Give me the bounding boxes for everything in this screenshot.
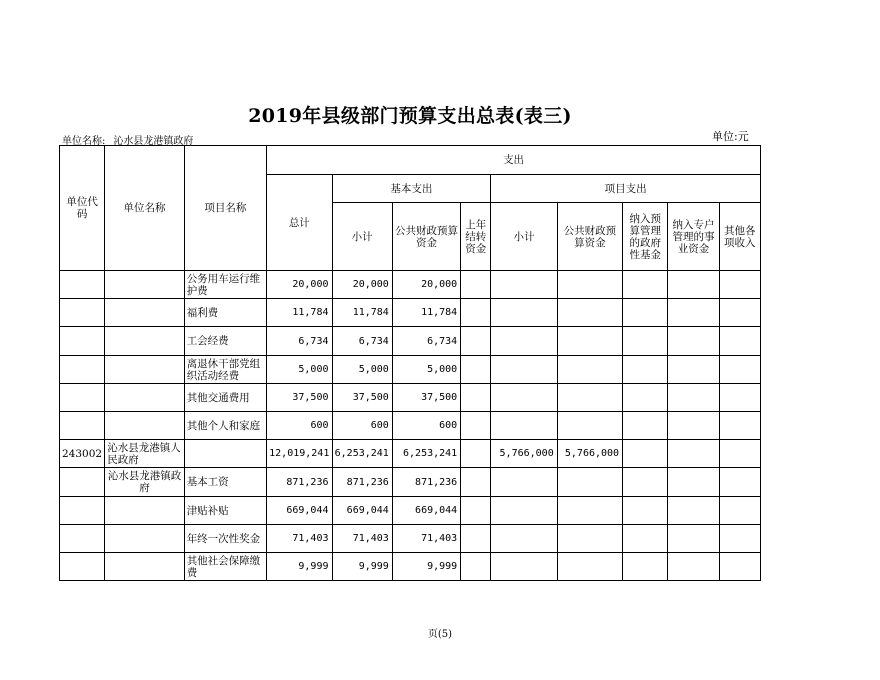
project-subtotal-cell [491,384,557,412]
project-special-cell [668,384,719,412]
project-public-cell [557,468,622,497]
unit-name-cell [105,497,184,525]
basic-subtotal-cell: 669,044 [332,497,392,525]
project-gov-fund-cell [623,384,668,412]
item-name-cell: 公务用车运行维护费 [184,271,266,299]
project-gov-fund-cell [623,525,668,553]
currency-unit-label: 单位:元 [712,130,749,143]
item-name-cell: 福利费 [184,299,266,327]
item-name-cell: 工会经费 [184,327,266,356]
unit-code-cell [60,356,105,384]
basic-public-cell: 5,000 [392,356,460,384]
basic-public-cell: 9,999 [392,553,460,581]
total-cell: 9,999 [267,553,332,581]
header-expenditure: 支出 [267,146,761,175]
project-subtotal-cell [491,299,557,327]
header-project-special: 纳入专户管理的事业资金 [668,203,719,271]
header-project-public: 公共财政预算资金 [557,203,622,271]
item-name-cell: 年终一次性奖金 [184,525,266,553]
unit-code-cell [60,497,105,525]
project-special-cell [668,271,719,299]
unit-code-cell [60,468,105,497]
unit-name-cell [105,327,184,356]
total-cell: 600 [267,412,332,440]
unit-name-cell [105,412,184,440]
unit-name-cell [105,271,184,299]
project-subtotal-cell [491,525,557,553]
project-other-cell [719,440,760,468]
project-other-cell [719,468,760,497]
basic-carryover-cell [461,497,491,525]
table-row [60,299,761,327]
header-project-gov-fund: 纳入预算管理的政府性基金 [623,203,668,271]
item-name-cell [184,440,266,468]
basic-carryover-cell [461,356,491,384]
basic-public-cell: 71,403 [392,525,460,553]
project-other-cell [719,553,760,581]
page-title: 2019年县级部门预算支出总表(表三) [248,105,572,127]
project-subtotal-cell [491,468,557,497]
basic-carryover-cell [461,553,491,581]
table-row [60,356,761,384]
project-other-cell [719,271,760,299]
table-row [60,468,761,497]
unit-code-cell [60,299,105,327]
unit-name-cell [105,525,184,553]
basic-public-cell: 11,784 [392,299,460,327]
basic-carryover-cell [461,468,491,497]
item-name-cell: 其他个人和家庭 [184,412,266,440]
basic-public-cell: 600 [392,412,460,440]
unit-name-cell [105,553,184,581]
project-other-cell [719,525,760,553]
basic-carryover-cell [461,299,491,327]
unit-code-cell [60,327,105,356]
unit-name-cell: 沁水县龙港镇人民政府 [105,440,184,468]
basic-subtotal-cell: 71,403 [332,525,392,553]
basic-public-cell: 20,000 [392,271,460,299]
basic-subtotal-cell: 9,999 [332,553,392,581]
project-gov-fund-cell [623,356,668,384]
basic-subtotal-cell: 37,500 [332,384,392,412]
item-name-cell: 津贴补贴 [184,497,266,525]
unit-code-cell [60,384,105,412]
header-project-other: 其他各项收入 [719,203,760,271]
project-subtotal-cell [491,271,557,299]
unit-name-label: 单位名称: [62,136,106,147]
project-other-cell [719,412,760,440]
project-special-cell [668,327,719,356]
project-public-cell [557,497,622,525]
project-public-cell: 5,766,000 [557,440,622,468]
basic-public-cell: 871,236 [392,468,460,497]
basic-subtotal-cell: 600 [332,412,392,440]
basic-subtotal-cell: 6,253,241 [332,440,392,468]
total-cell: 20,000 [267,271,332,299]
basic-public-cell: 37,500 [392,384,460,412]
project-other-cell [719,327,760,356]
basic-public-cell: 669,044 [392,497,460,525]
item-name-cell: 其他社会保障缴费 [184,553,266,581]
table-row [60,384,761,412]
unit-name-cell: 沁水县龙港镇政府 [105,468,184,497]
project-gov-fund-cell [623,553,668,581]
header-basic: 基本支出 [332,175,491,203]
basic-subtotal-cell: 6,734 [332,327,392,356]
project-special-cell [668,412,719,440]
project-subtotal-cell [491,412,557,440]
total-cell: 6,734 [267,327,332,356]
project-public-cell [557,412,622,440]
basic-carryover-cell [461,271,491,299]
header-basic-public: 公共财政预算资金 [392,203,460,271]
total-cell: 11,784 [267,299,332,327]
item-name-cell: 其他交通费用 [184,384,266,412]
project-gov-fund-cell [623,497,668,525]
basic-subtotal-cell: 5,000 [332,356,392,384]
project-other-cell [719,299,760,327]
table-row [60,412,761,440]
basic-carryover-cell [461,440,491,468]
unit-code-cell [60,412,105,440]
project-gov-fund-cell [623,271,668,299]
project-other-cell [719,497,760,525]
project-subtotal-cell [491,327,557,356]
basic-carryover-cell [461,525,491,553]
project-special-cell [668,468,719,497]
header-unit-name: 单位名称 [105,146,184,271]
project-subtotal-cell [491,356,557,384]
unit-code-cell [60,525,105,553]
header-total: 总计 [267,175,332,271]
table-row [60,271,761,299]
unit-name-cell [105,384,184,412]
project-special-cell [668,356,719,384]
project-public-cell [557,299,622,327]
project-special-cell [668,299,719,327]
table-row [60,440,761,468]
table-row [60,327,761,356]
project-gov-fund-cell [623,468,668,497]
project-other-cell [719,356,760,384]
basic-carryover-cell [461,412,491,440]
header-row-1 [60,146,761,175]
header-basic-carryover: 上年结转资金 [461,203,491,271]
unit-code-cell [60,271,105,299]
project-special-cell [668,440,719,468]
item-name-cell: 离退休干部党组织活动经费 [184,356,266,384]
total-cell: 71,403 [267,525,332,553]
header-basic-subtotal: 小计 [332,203,392,271]
unit-code-cell: 243002 [60,440,105,468]
project-subtotal-cell [491,497,557,525]
basic-subtotal-cell: 871,236 [332,468,392,497]
project-subtotal-cell: 5,766,000 [491,440,557,468]
project-gov-fund-cell [623,412,668,440]
total-cell: 37,500 [267,384,332,412]
total-cell: 871,236 [267,468,332,497]
total-cell: 12,019,241 [267,440,332,468]
header-item-name: 项目名称 [184,146,266,271]
unit-name-cell [105,356,184,384]
total-cell: 5,000 [267,356,332,384]
item-name-cell: 基本工资 [184,468,266,497]
project-other-cell [719,384,760,412]
page-number: 页(5) [427,629,453,640]
basic-carryover-cell [461,327,491,356]
unit-name-value: 沁水县龙港镇政府 [113,136,194,147]
total-cell: 669,044 [267,497,332,525]
header-unit-code: 单位代码 [60,146,105,271]
project-public-cell [557,356,622,384]
unit-code-cell [60,553,105,581]
project-gov-fund-cell [623,440,668,468]
basic-public-cell: 6,253,241 [392,440,460,468]
basic-subtotal-cell: 20,000 [332,271,392,299]
project-special-cell [668,553,719,581]
project-public-cell [557,553,622,581]
unit-name-cell [105,299,184,327]
project-special-cell [668,497,719,525]
project-public-cell [557,525,622,553]
project-gov-fund-cell [623,299,668,327]
basic-carryover-cell [461,384,491,412]
header-project: 项目支出 [491,175,761,203]
project-public-cell [557,271,622,299]
table-row [60,553,761,581]
table-row [60,497,761,525]
project-gov-fund-cell [623,327,668,356]
project-subtotal-cell [491,553,557,581]
table-row [60,525,761,553]
basic-public-cell: 6,734 [392,327,460,356]
budget-table [59,145,761,581]
project-public-cell [557,384,622,412]
basic-subtotal-cell: 11,784 [332,299,392,327]
header-project-subtotal: 小计 [491,203,557,271]
project-public-cell [557,327,622,356]
project-special-cell [668,525,719,553]
